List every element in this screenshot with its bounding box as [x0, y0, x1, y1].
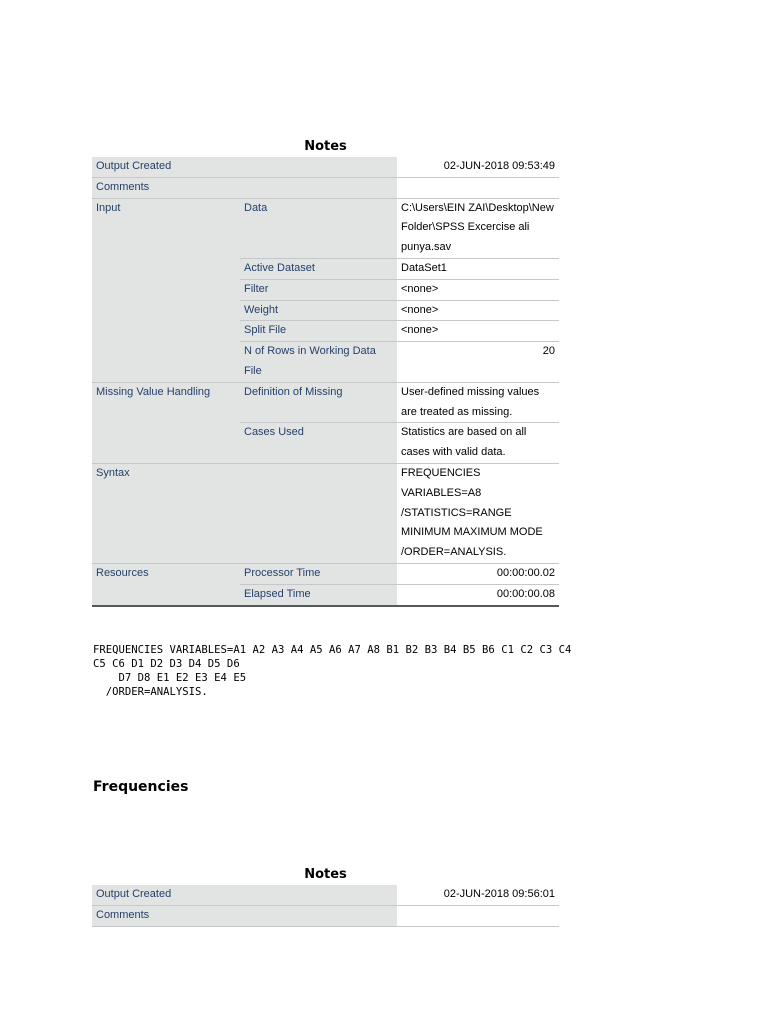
- output-created-value: 02-JUN-2018 09:56:01: [397, 885, 559, 905]
- table-row: [92, 382, 559, 423]
- cases-used-value: Statistics are based on all cases with valid data.: [397, 423, 559, 464]
- missing-value-handling-label: Missing Value Handling: [92, 382, 240, 463]
- elapsed-time-label: Elapsed Time: [240, 584, 397, 605]
- comments-value: [397, 905, 559, 926]
- active-dataset-label: Active Dataset: [240, 258, 397, 279]
- syntax-log: FREQUENCIES VARIABLES=A1 A2 A3 A4 A5 A6 A7 A8 B1 B2 B3 B4 B5 B6 C1 C2 C3 C4 C5 C6 D1 D2 D3 D4 D5 D6 D7 D8 E1 E2 E3 E4 E5 /ORDER=ANALYSIS.: [93, 644, 572, 698]
- weight-label: Weight: [240, 300, 397, 321]
- output-created-label: Output Created: [92, 885, 397, 905]
- processor-time-label: Processor Time: [240, 563, 397, 584]
- output-created-label: Output Created: [92, 157, 397, 177]
- notes-table-2: [92, 885, 559, 927]
- notes-title: Notes: [304, 139, 347, 154]
- filter-label: Filter: [240, 279, 397, 300]
- split-file-value: <none>: [397, 321, 559, 342]
- syntax-label: Syntax: [92, 463, 397, 563]
- input-label: Input: [92, 198, 240, 382]
- data-value: C:\Users\EIN ZAI\Desktop\New Folder\SPSS Excercise ali punya.sav: [397, 198, 559, 258]
- table-row: [92, 885, 559, 905]
- n-rows-value: 20: [397, 342, 559, 383]
- output-created-value: 02-JUN-2018 09:53:49: [397, 157, 559, 177]
- cases-used-label: Cases Used: [240, 423, 397, 464]
- processor-time-value: 00:00:00.02: [397, 563, 559, 584]
- comments-value: [397, 177, 559, 198]
- table-row: [92, 177, 559, 198]
- frequencies-heading: Frequencies: [93, 779, 189, 795]
- definition-of-missing-label: Definition of Missing: [240, 382, 397, 423]
- table-row: [92, 157, 559, 177]
- table-row: [92, 905, 559, 926]
- table-row: [92, 198, 559, 258]
- table-row: [92, 463, 559, 563]
- comments-label: Comments: [92, 177, 397, 198]
- notes-table: [92, 157, 559, 607]
- notes-title-2: Notes: [304, 867, 347, 882]
- syntax-value: FREQUENCIES VARIABLES=A8 /STATISTICS=RANGE MINIMUM MAXIMUM MODE /ORDER=ANALYSIS.: [397, 463, 559, 563]
- table-row: [92, 563, 559, 584]
- filter-value: <none>: [397, 279, 559, 300]
- active-dataset-value: DataSet1: [397, 258, 559, 279]
- n-rows-label: N of Rows in Working Data File: [240, 342, 397, 383]
- weight-value: <none>: [397, 300, 559, 321]
- split-file-label: Split File: [240, 321, 397, 342]
- data-label: Data: [240, 198, 397, 258]
- definition-of-missing-value: User-defined missing values are treated as missing.: [397, 382, 559, 423]
- elapsed-time-value: 00:00:00.08: [397, 584, 559, 605]
- resources-label: Resources: [92, 563, 240, 605]
- comments-label: Comments: [92, 905, 397, 926]
